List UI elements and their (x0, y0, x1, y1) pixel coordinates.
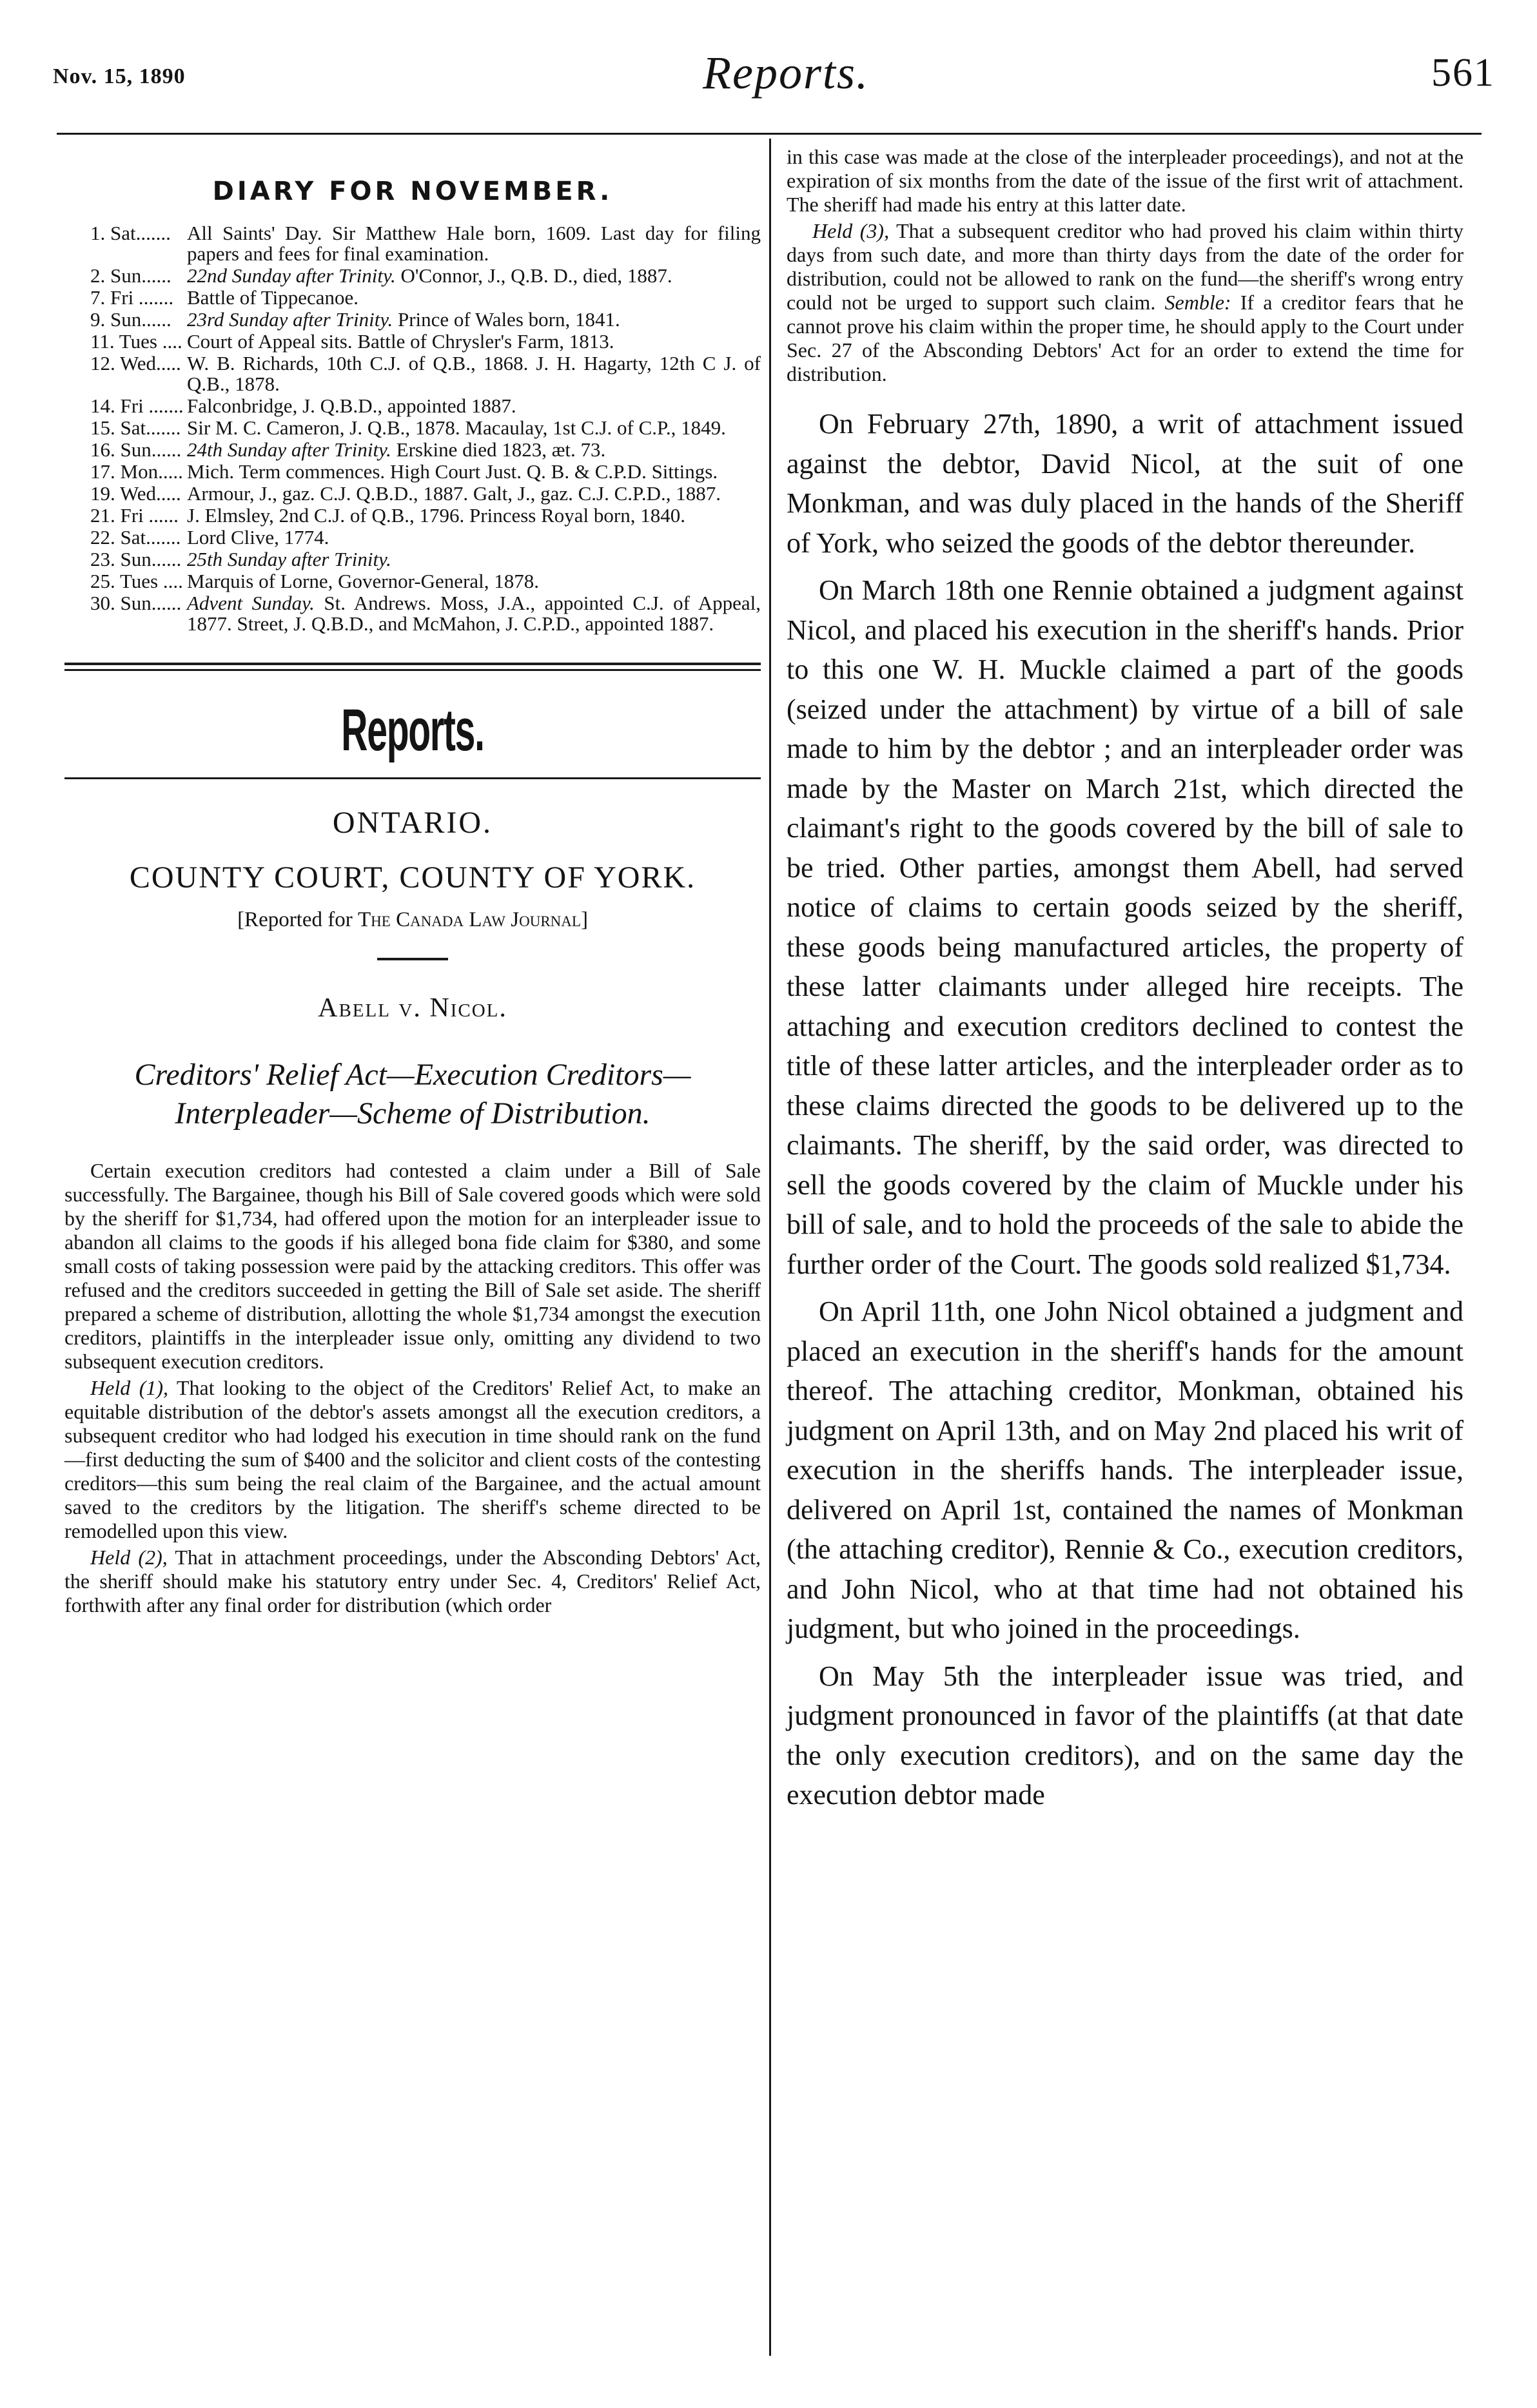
diary-event: W. B. Richards, 10th C.J. of Q.B., 1868. J. H. Hagarty, 12th C J. of Q.B., 1878. (187, 352, 761, 395)
summary-text: That in attachment proceedings, under the Absconding Debtors' Act, the sheriff should make his statutory entry under Sec. 4, Creditors' Relief Act, forthwith after any final order for distribution (which order (64, 1546, 761, 1617)
diary-date: 1. Sat....... (90, 222, 171, 244)
body-paragraph: On May 5th the interpleader issue was tried, and judgment pronounced in favor of the plaintiffs (at that date the only execution creditors), and on the same day the execution debtor made (787, 1660, 1464, 1811)
diary-entry (64, 527, 761, 548)
reports-banner: Reports. (341, 697, 484, 763)
held-label: Held (1), (90, 1376, 169, 1399)
banner-rule (64, 777, 761, 779)
reported-prefix: [Reported for (237, 908, 358, 931)
diary-date: 22. Sat....... (90, 526, 181, 549)
diary-sunday: 25th Sunday after Trinity. (187, 548, 391, 570)
column-divider (769, 139, 771, 2356)
body-paragraph: On February 27th, 1890, a writ of attachment issued against the debtor, David Nicol, at the suit of one Monkman, and was duly placed in the hands of the Sheriff of York, who seized the goods of the debtor thereunder. (787, 408, 1464, 559)
diary-event: Prince of Wales born, 1841. (393, 308, 620, 331)
diary-date: 2. Sun...... (90, 264, 171, 287)
summary-text: If a creditor fears that he cannot prove his claim within the proper time, he should apply to the Court under Sec. 27 of the Absconding Debtors' Act for an order to extend the time for distribution. (787, 291, 1464, 385)
diary-text (187, 440, 761, 460)
summary-text: That looking to the object of the Creditors' Relief Act, to make an equitable distribution of the debtor's assets amongst all the execution creditors, a subsequent creditor who had lodged his execution in time should rank on the fund—first deducting the sum of $400 and the solicitor and client costs of the contesting creditors—this sum being the real claim of the Bargainee, and the actual amount saved to the creditors by the litigation. The sheriff's scheme directed to be remodelled upon this view. (64, 1376, 761, 1542)
diary-date: 12. Wed..... (90, 352, 181, 374)
diary-entry (64, 353, 761, 394)
diary-date: 30. Sun...... (90, 592, 182, 614)
diary-entry (64, 266, 761, 286)
reported-line (64, 908, 761, 932)
judgment-body (787, 404, 1464, 1815)
diary-date: 23. Sun...... (90, 548, 182, 570)
diary-title: DIARY FOR NOVEMBER. (212, 177, 613, 206)
diary-text (187, 287, 761, 308)
case-name: Abell v. Nicol. (318, 993, 507, 1023)
diary-event: Armour, J., gaz. C.J. Q.B.D., 1887. Galt, J., gaz. C.J. C.P.D., 1887. (187, 482, 721, 505)
diary-text (187, 527, 761, 548)
diary-event: Erskine died 1823, æt. 73. (391, 438, 606, 461)
diary-event: O'Connor, J., Q.B. D., died, 1887. (395, 264, 672, 287)
diary-event: St. Andrews. Moss, J.A., appointed C.J. of Appeal, 1877. Street, J. Q.B.D., and McMahon, J. C.P.D., appointed 1887. (187, 592, 761, 635)
diary-entry (64, 593, 761, 634)
diary-entry (64, 418, 761, 438)
diary-text (187, 505, 761, 526)
diary-event: Mich. Term commences. High Court Just. Q. B. & C.P.D. Sittings. (187, 460, 718, 483)
diary-text (187, 266, 761, 286)
diary-date: 11. Tues .... (90, 330, 182, 353)
diary-entry (64, 505, 761, 526)
diary-event: Marquis of Lorne, Governor-General, 1878. (187, 570, 540, 592)
header-date: Nov. 15, 1890 (53, 64, 186, 88)
case-summary (64, 1159, 761, 1617)
diary-entry (64, 331, 761, 352)
diary-text (187, 593, 761, 634)
diary-event: Court of Appeal sits. Battle of Chrysler's Farm, 1813. (187, 330, 614, 353)
reported-suffix: ] (580, 908, 588, 931)
summary-paragraph (64, 1159, 761, 1374)
held-label: Held (3), (812, 219, 890, 242)
diary-entry (64, 483, 761, 504)
diary-date: 25. Tues .... (90, 570, 183, 592)
diary-text (187, 549, 761, 570)
diary-entry (64, 223, 761, 264)
summary-text: in this case was made at the close of the interpleader proceedings), and not at the expiration of six months from the date of the issue of the first writ of attachment. The sheriff had made his entry at this latter date. (787, 145, 1464, 216)
diary-date: 21. Fri ...... (90, 504, 179, 527)
diary-entry (64, 461, 761, 482)
diary-event: Lord Clive, 1774. (187, 526, 329, 549)
short-rule (377, 958, 448, 960)
diary-sunday: 23rd Sunday after Trinity. (187, 308, 393, 331)
summary-paragraph (64, 1546, 761, 1617)
diary-date: 17. Mon..... (90, 460, 183, 483)
diary-entry (64, 549, 761, 570)
summary-text: That a subsequent creditor who had proved his claim within thirty days from such date, and more than thirty days from the date of the order for distribution, could not be allowed to rank on the fund—the sheriff's wrong entry could not be urged to support such claim. (787, 219, 1464, 314)
page-number: 561 (1431, 51, 1495, 95)
diary-entry (64, 309, 761, 330)
running-title: Reports. (703, 47, 869, 99)
diary-text (187, 483, 761, 504)
diary-date: 16. Sun...... (90, 438, 182, 461)
diary-text (187, 223, 761, 264)
diary-event: Battle of Tippecanoe. (187, 286, 359, 309)
diary-date: 19. Wed..... (90, 482, 181, 505)
summary-continued (787, 145, 1464, 386)
summary-paragraph (787, 145, 1464, 217)
diary-text (187, 571, 761, 592)
diary-text (187, 331, 761, 352)
diary-sunday: 22nd Sunday after Trinity. (187, 264, 396, 287)
summary-paragraph (787, 219, 1464, 386)
diary-event: Sir M. C. Cameron, J. Q.B., 1878. Macaulay, 1st C.J. of C.P., 1849. (187, 416, 726, 439)
diary-sunday: 24th Sunday after Trinity. (187, 438, 391, 461)
diary-event: J. Elmsley, 2nd C.J. of Q.B., 1796. Princess Royal born, 1840. (187, 504, 685, 527)
diary-text (187, 418, 761, 438)
journal-name: The Canada Law Journal (358, 908, 581, 931)
province-heading: ONTARIO. (332, 806, 493, 840)
diary-date: 7. Fri ....... (90, 286, 174, 309)
summary-text: Certain execution creditors had contested a claim under a Bill of Sale successfully. The Bargainee, though his Bill of Sale covered goods which were sold by the sheriff for $1,734, had offered upon the motion for an interpleader issue to abandon all claims to the goods if his alleged bona fide claim for $380, and some small costs of taking possession were paid by the attacking creditors. This offer was refused and the creditors succeeded in getting the Bill of Sale set aside. The sheriff prepared a scheme of distribution, allotting the whole $1,734 amongst the execution creditors, plaintiffs in the interpleader issue only, omitting any dividend to two subsequent execution creditors. (64, 1159, 761, 1373)
right-column (787, 145, 1464, 1823)
diary-event: Falconbridge, J. Q.B.D., appointed 1887. (187, 394, 516, 417)
held-label: Held (2), (90, 1546, 168, 1569)
diary-list (64, 223, 761, 634)
diary-text (187, 396, 761, 416)
section-double-rule (64, 663, 761, 671)
diary-sunday: Advent Sunday. (187, 592, 315, 614)
summary-paragraph (64, 1376, 761, 1543)
diary-text (187, 461, 761, 482)
diary-entry (64, 396, 761, 416)
diary-date: 9. Sun...... (90, 308, 171, 331)
semble-label: Semble: (1164, 291, 1231, 314)
body-paragraph: On March 18th one Rennie obtained a judgment against Nicol, and placed his execution in the sheriff's hands. Prior to this one W. H. Muckle claimed a part of the goods (seized under the attachment) by virtue of a bill of sale made to him by the debtor ; and an interpleader order was made by the Master on March 21st, which directed the claimant's right to the goods covered by the bill of sale to be tried. Other parties, amongst them Abell, had served notice of claims to certain goods seized by the sheriff, these goods being manufactured articles, the property of these latter claimants under alleged hire receipts. The attaching and execution creditors declined to contest the title of these latter articles, and the interpleader order as to these claims directed the goods to be delivered up to the claimants. The sheriff, by the said order, was directed to sell the goods covered by the claim of Muckle under his bill of sale, and to hold the proceeds of the sale to abide the further order of the Court. The goods sold realized $1,734. (787, 574, 1464, 1280)
headnote: Creditors' Relief Act—Execution Creditors—Interpleader—Scheme of Distribution. (134, 1058, 691, 1131)
diary-event: All Saints' Day. Sir Matthew Hale born, 1609. Last day for filing papers and fees for final examination. (187, 222, 761, 265)
left-column (64, 168, 761, 1620)
diary-text (187, 353, 761, 394)
diary-date: 15. Sat....... (90, 416, 181, 439)
diary-text (187, 309, 761, 330)
body-paragraph: On April 11th, one John Nicol obtained a judgment and placed an execution in the sheriff's hands for the amount thereof. The attaching creditor, Monkman, obtained his judgment on April 13th, and on May 2nd placed his writ of execution in the sheriffs hands. The interpleader issue, delivered on April 1st, contained the names of Monkman (the attaching creditor), Rennie & Co., execution creditors, and John Nicol, who at that time had not obtained his judgment, but who joined in the proceedings. (787, 1296, 1464, 1644)
diary-entry (64, 440, 761, 460)
diary-entry (64, 287, 761, 308)
diary-entry (64, 571, 761, 592)
header-rule (57, 133, 1482, 135)
diary-date: 14. Fri ....... (90, 394, 184, 417)
court-heading: COUNTY COURT, COUNTY OF YORK. (129, 860, 696, 895)
